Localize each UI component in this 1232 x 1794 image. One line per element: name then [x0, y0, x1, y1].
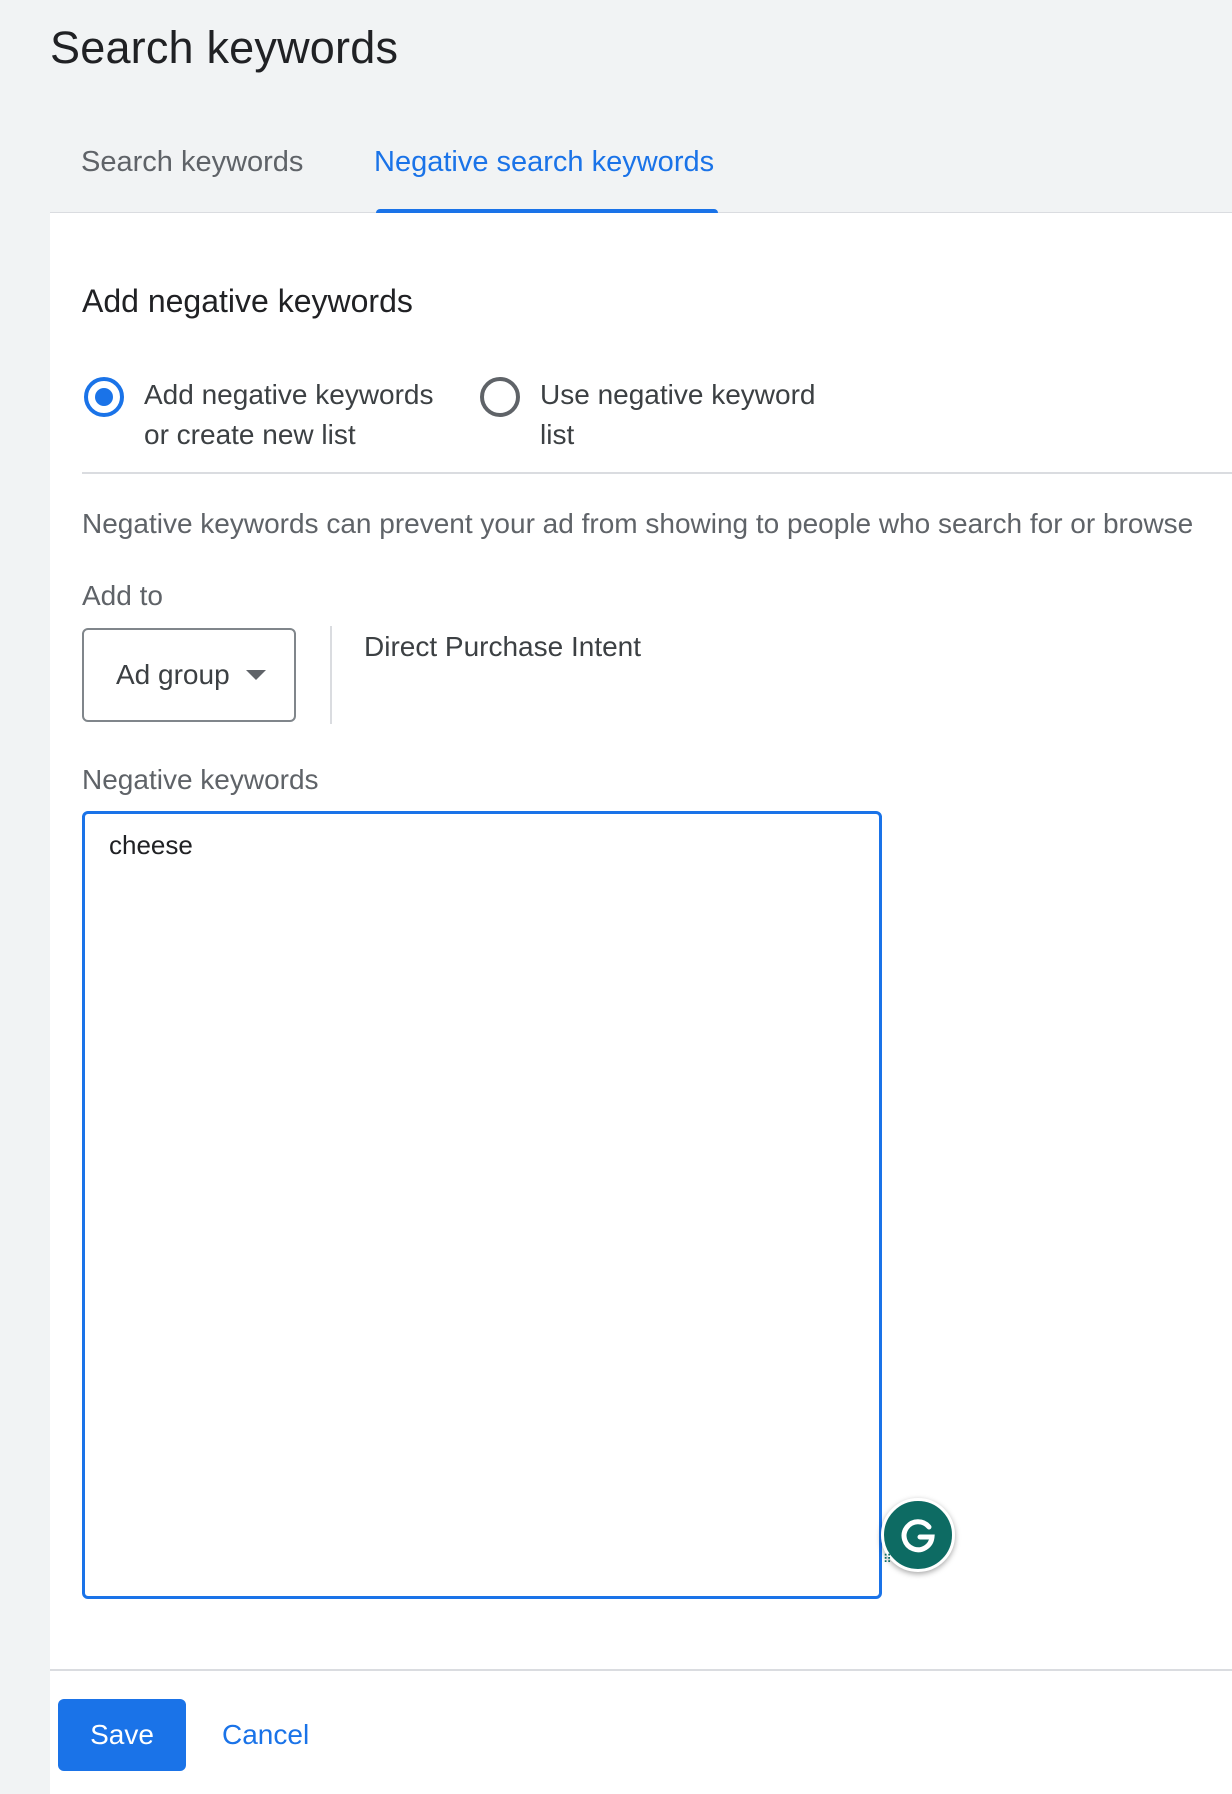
ad-group-name: Direct Purchase Intent — [364, 631, 642, 662]
negative-keywords-card — [50, 213, 1232, 1794]
grammarly-button[interactable] — [881, 1498, 955, 1572]
helper-text: Negative keywords can prevent your ad from showing to people who search for or browse — [82, 508, 1194, 539]
add-to-label: Add to — [82, 580, 163, 611]
tab-negative-search-keywords[interactable]: Negative search keywords — [374, 146, 715, 178]
section-title: Add negative keywords — [82, 283, 413, 319]
radio-button-checked-icon[interactable] — [84, 377, 124, 417]
add-to-dropdown-value: Ad group — [116, 659, 230, 690]
radio-add-negative-keywords[interactable] — [84, 375, 444, 455]
vertical-divider — [330, 626, 332, 724]
add-to-dropdown[interactable] — [82, 628, 296, 722]
tab-search-keywords[interactable]: Search keywords — [81, 146, 304, 178]
radio-label-add-negative-keywords: Add negative keywords or create new list — [144, 379, 434, 450]
drag-handle-icon[interactable]: ⠿ — [883, 1552, 892, 1566]
cancel-button[interactable]: Cancel — [210, 1699, 321, 1771]
negative-keywords-textarea[interactable] — [82, 811, 882, 1599]
tab-bar — [50, 118, 1232, 215]
radio-use-negative-keyword-list[interactable] — [480, 375, 840, 455]
save-button[interactable]: Save — [58, 1699, 186, 1771]
radio-label-use-negative-keyword-list: Use negative keyword list — [540, 379, 816, 450]
footer-divider — [50, 1669, 1232, 1671]
grammarly-g-icon — [896, 1513, 940, 1557]
negative-keywords-label: Negative keywords — [82, 764, 319, 795]
page-title: Search keywords — [50, 22, 399, 73]
radio-button-unchecked-icon[interactable] — [480, 377, 520, 417]
caret-down-icon — [246, 670, 266, 680]
divider — [82, 472, 1232, 474]
